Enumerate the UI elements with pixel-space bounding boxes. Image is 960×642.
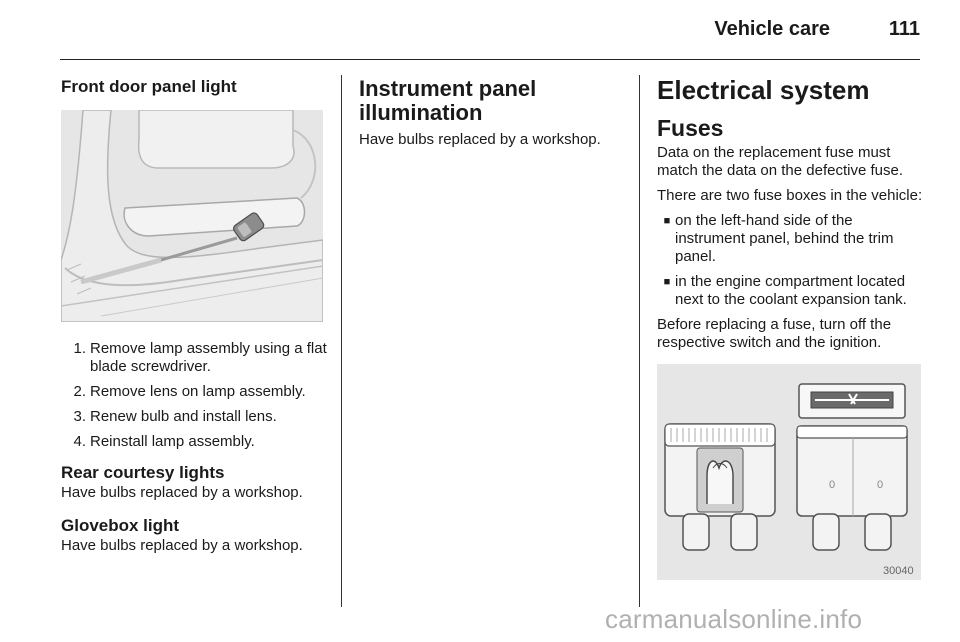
fuse-illustration (657, 364, 921, 580)
glovebox-heading: Glovebox light (61, 516, 180, 535)
door-panel-light-illustration (61, 110, 323, 322)
step-item: 4. Reinstall lamp assembly. (73, 433, 255, 450)
fuse-box-list (657, 212, 923, 309)
fuses-paragraph-2: There are two fuse boxes in the vehicle: (657, 187, 923, 204)
column-divider-2 (639, 75, 640, 607)
column-right (657, 74, 923, 580)
fuses-paragraph-1: Data on the replacement fuse must match the data on the defective fuse. (657, 144, 903, 179)
steps-list (61, 340, 329, 451)
column-left (61, 74, 329, 555)
svg-text:0: 0 (877, 479, 884, 491)
step-item: 2. Remove lens on lamp assembly. (73, 383, 306, 400)
instrument-panel-text: Have bulbs replaced by a workshop. (359, 131, 601, 148)
watermark: carmanualsonline.info (605, 604, 863, 634)
instrument-panel-heading: Instrument panel illumination (359, 76, 537, 125)
rear-courtesy-text: Have bulbs replaced by a workshop. (61, 484, 303, 501)
glovebox-text: Have bulbs replaced by a workshop. (61, 537, 303, 554)
bullet-item: ■ in the engine compartment located next to the coolant expansion tank. (663, 273, 907, 308)
page-number: 111 (888, 18, 920, 40)
column-divider-1 (341, 75, 342, 607)
front-door-heading: Front door panel light (61, 77, 237, 96)
fuses-paragraph-3: Before replacing a fuse, turn off the respective switch and the ignition. (657, 316, 892, 351)
rear-courtesy-heading: Rear courtesy lights (61, 463, 225, 482)
electrical-system-heading: Electrical system (657, 75, 870, 105)
step-item: 3. Renew bulb and install lens. (73, 408, 277, 425)
fuses-heading: Fuses (657, 115, 724, 141)
header-divider (60, 59, 920, 60)
step-item: 1. Remove lamp assembly using a flat blade screwdriver. (73, 340, 327, 375)
column-middle (359, 74, 627, 149)
figure-code: 30040 (883, 565, 914, 577)
section-title: Vehicle care (714, 18, 830, 40)
bullet-item: ■ on the left-hand side of the instrument panel, behind the trim panel. (663, 212, 894, 265)
svg-text:0: 0 (829, 479, 836, 491)
fuse-top-view (799, 384, 905, 418)
door-pocket (139, 110, 294, 168)
